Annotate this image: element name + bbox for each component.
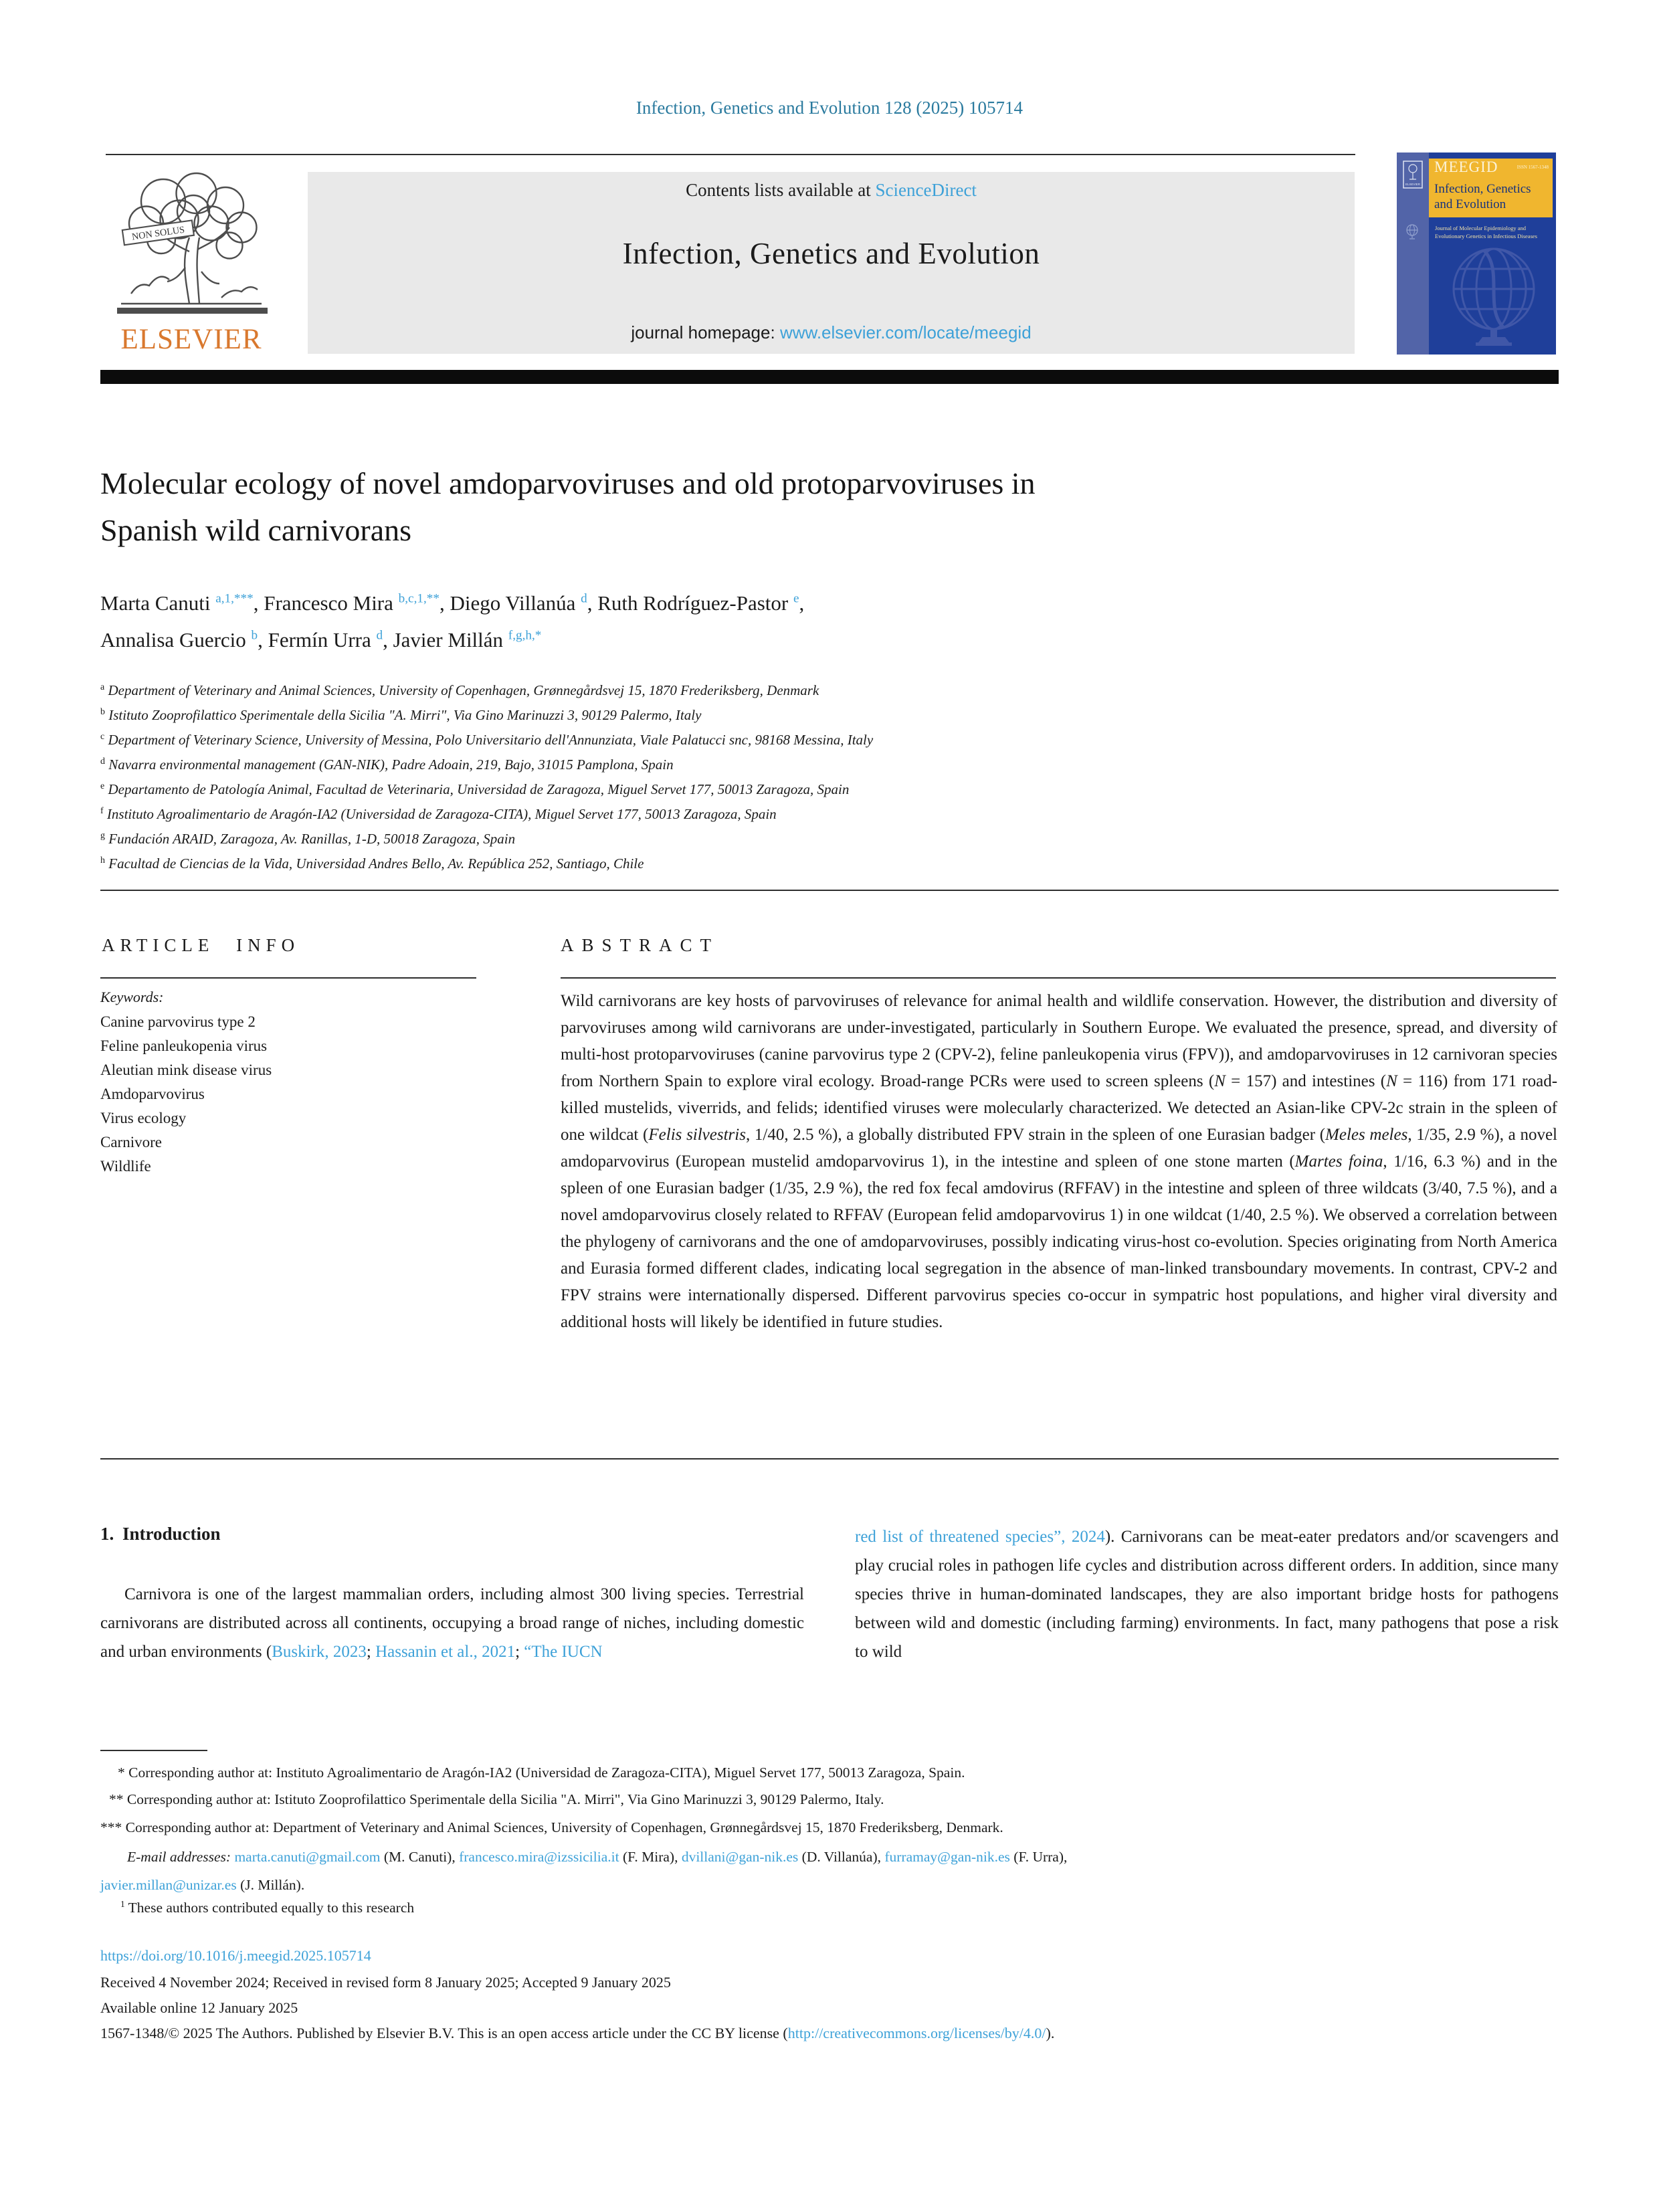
text-segment: , 1/35, 2.9 %), a novel amdoparvovirus (European mustelid amdoparvovirus 1), in the intestine and spleen of one stone marten ( bbox=[561, 1126, 1558, 1171]
text-segment: Martes foina bbox=[1294, 1152, 1383, 1171]
affiliation-b: $^b$ Istituto Zooprofilattico Sperimentale della Sicilia "A. Mirri", Via Gino Marinuzzi 3, 90129 Palermo, Italy bbox=[100, 707, 702, 723]
email-link[interactable]: dvillani@gan-nik.es bbox=[681, 1849, 799, 1865]
elsevier-logo bbox=[99, 171, 284, 356]
doi-link[interactable]: https://doi.org/10.1016/j.meegid.2025.105714 bbox=[100, 1947, 371, 1964]
text-segment: , Diego Villanúa bbox=[440, 591, 581, 615]
received-dates-line: Received 4 November 2024; Received in revised form 8 January 2025; Accepted 9 January 2025 bbox=[100, 1974, 671, 1991]
cover-meegid-text: MEEGID bbox=[1434, 159, 1498, 175]
non-solus-banner: NON SOLUS bbox=[131, 224, 186, 243]
keyword-item: Virus ecology bbox=[100, 1110, 187, 1126]
authors-line2 bbox=[100, 621, 1585, 658]
running-head-citation: Infection, Genetics and Evolution 128 (2025) 105714 bbox=[636, 98, 1023, 118]
text-segment: Felis silvestris bbox=[648, 1126, 746, 1144]
text-segment: ; bbox=[366, 1643, 376, 1661]
text-segment: (F. Mira), bbox=[619, 1849, 682, 1865]
article-title bbox=[100, 460, 1572, 554]
text-segment: , bbox=[799, 591, 805, 615]
text-segment: (F. Urra), bbox=[1009, 1849, 1068, 1865]
contents-lists-line bbox=[308, 180, 1355, 201]
text-segment: = 116) from 171 road-killed mustelids, viverrids, and felids; identified viruses were molecularly characterized. We detected an Asian-like CPV-2c strain in the spleen of one wildcat ( bbox=[561, 1072, 1558, 1144]
license-link[interactable]: http://creativecommons.org/licenses/by/4.0/ bbox=[787, 2025, 1046, 2041]
keywords-label: Keywords: bbox=[100, 989, 164, 1005]
text-segment: Wild carnivorans are key hosts of parvoviruses of relevance for animal health and wildlife conservation. However, the distribution and diversity of parvoviruses among wild carnivorans are under-investigated, particularly in Southern Europe. We evaluated the presence, spread, and diversity of multi-host protoparvoviruses (canine parvovirus type 2 (CPV-2), feline panleukopenia virus (FPV)), and amdoparvoviruses in 12 carnivoran species from Northern Spain to explore viral ecology. Broad-range PCRs were used to screen spleens ( bbox=[561, 992, 1557, 1090]
affiliation-e: $^e$ Departamento de Patología Animal, Facultad de Veterinaria, Universidad de Zaragoza, Miguel Servet 177, 50013 Zaragoza, Spain bbox=[100, 781, 850, 797]
keyword-item: Canine parvovirus type 2 bbox=[100, 1013, 256, 1030]
author-affil-link: b bbox=[251, 628, 258, 643]
article-title-line2: Spanish wild carnivorans bbox=[100, 513, 412, 547]
footnote-emails-line1 bbox=[100, 1849, 1592, 1866]
keyword-item: Feline panleukopenia virus bbox=[100, 1037, 268, 1054]
cover-side-strip bbox=[1397, 153, 1429, 355]
contents-lists-text: Contents lists available at bbox=[686, 180, 876, 200]
text-segment: , Ruth Rodríguez-Pastor bbox=[587, 591, 793, 615]
introduction-column-left bbox=[100, 1580, 804, 1666]
email-link[interactable]: francesco.mira@izssicilia.it bbox=[459, 1849, 619, 1865]
text-segment: (D. Villanúa), bbox=[798, 1849, 885, 1865]
text-segment: , Fermín Urra bbox=[258, 628, 377, 651]
abstract-text bbox=[561, 988, 1557, 1336]
text-segment: ; bbox=[515, 1643, 524, 1661]
footnote-emails-line2 bbox=[100, 1877, 1565, 1894]
affiliation-c: $^c$ Department of Veterinary Science, University of Messina, Polo Universitario dell'Annunziata, Viale Palatucci snc, 98168 Messina, Italy bbox=[100, 732, 874, 748]
affiliation-list bbox=[100, 678, 1572, 876]
footnote-corresponding-3: *** Corresponding author at: Department of Veterinary and Animal Sciences, University of Copenhagen, Grønnegårdsvej 15, 1870 Frederiksberg, Denmark. bbox=[100, 1819, 1003, 1835]
author-affil-link: d bbox=[376, 628, 383, 643]
journal-header-box bbox=[308, 172, 1355, 354]
text-segment: (M. Canuti), bbox=[380, 1849, 460, 1865]
email-link[interactable]: furramay@gan-nik.es bbox=[884, 1849, 1010, 1865]
text-segment: ). bbox=[1046, 2025, 1055, 2041]
cover-journal-title: Infection, Genetics and Evolution bbox=[1434, 182, 1531, 211]
text-segment: Marta Canuti bbox=[100, 591, 216, 615]
info-section-top-rule bbox=[100, 890, 1559, 891]
sciencedirect-link[interactable]: ScienceDirect bbox=[875, 180, 977, 200]
journal-homepage-line bbox=[308, 322, 1355, 343]
elsevier-tree-icon bbox=[99, 171, 284, 320]
abstract-rule bbox=[561, 977, 1556, 979]
cover-subtitle: Journal of Molecular Epidemiology and Evolutionary Genetics in Infectious Diseases bbox=[1435, 225, 1537, 239]
author-affil-link: b,c,1,** bbox=[398, 591, 440, 606]
author-list bbox=[100, 585, 1585, 658]
keyword-item: Amdoparvovirus bbox=[100, 1086, 205, 1102]
author-affil-link: d bbox=[581, 591, 587, 606]
available-online-line: Available online 12 January 2025 bbox=[100, 1999, 298, 2016]
text-segment: = 157) and intestines ( bbox=[1225, 1072, 1387, 1090]
citation-link[interactable]: Buskirk, 2023 bbox=[272, 1643, 367, 1661]
copyright-license-line bbox=[100, 2025, 1565, 2042]
article-title-line1: Molecular ecology of novel amdoparvoviruses and old protoparvoviruses in bbox=[100, 466, 1036, 500]
keyword-item: Carnivore bbox=[100, 1134, 162, 1150]
citation-link[interactable]: red list of threatened species”, 2024 bbox=[855, 1528, 1105, 1546]
affiliation-g: $^g$ Fundación ARAID, Zaragoza, Av. Ranillas, 1-D, 50018 Zaragoza, Spain bbox=[100, 831, 516, 847]
text-segment: Meles meles bbox=[1325, 1126, 1408, 1144]
text-segment: N bbox=[1386, 1072, 1397, 1090]
citation-link[interactable]: Hassanin et al., 2021 bbox=[375, 1643, 516, 1661]
author-affil-link: a,1,*** bbox=[215, 591, 254, 606]
affiliation-f: $^f$ Instituto Agroalimentario de Aragón-IA2 (Universidad de Zaragoza-CITA), Miguel Servet 177, 50013 Zaragoza, Spain bbox=[100, 806, 777, 822]
author-affil-link: e bbox=[793, 591, 799, 606]
cover-mini-elsevier-icon bbox=[1403, 161, 1423, 189]
text-segment: , 1/16, 6.3 %) and in the spleen of one Eurasian badger (1/35, 2.9 %), the red fox fecal amdovirus (RFFAV) in the intestine and spleen of three wildcats (3/40, 7.5 %), and a novel amdoparvovirus closely related to RFFAV (European felid amdoparvovirus 1) in one wildcat (1/40, 2.5 %). We observed a correlation between the phylogeny of carnivorans and the one of amdoparvoviruses, possibly indicating virus-host co-evolution. Species originating from North America and Eurasia formed different clades, indicating local segregation in the absence of man-linked transboundary movements. In contrast, CPV-2 and FPV strains were internationally dispersed. Different parvovirus species co-occur in sympatric host populations, and higher viral diversity and additional hosts will likely be identified in future studies. bbox=[561, 1152, 1558, 1331]
cover-masthead bbox=[1429, 159, 1553, 217]
text-segment: 1 bbox=[120, 1898, 125, 1909]
article-info-rule bbox=[100, 977, 476, 979]
footnote-equal-contribution bbox=[100, 1900, 1585, 1916]
journal-cover-thumbnail[interactable] bbox=[1397, 153, 1556, 355]
introduction-heading: 1. Introduction bbox=[100, 1524, 221, 1544]
text-segment: Annalisa Guercio bbox=[100, 628, 252, 651]
cover-issn-text: ISSN 1567-1348 bbox=[1517, 165, 1549, 170]
keyword-item: Wildlife bbox=[100, 1158, 151, 1175]
article-info-heading: ARTICLE INFO bbox=[102, 935, 300, 955]
text-segment: , Javier Millán bbox=[383, 628, 508, 651]
text-segment: (J. Millán). bbox=[236, 1877, 305, 1893]
affiliation-d: $^d$ Navarra environmental management (GAN-NIK), Padre Adoain, 219, Bajo, 31015 Pamplona, Spain bbox=[100, 757, 674, 773]
text-segment: E-mail addresses: bbox=[127, 1849, 231, 1865]
footnote-corresponding-2: ** Corresponding author at: Istituto Zooprofilattico Sperimentale della Sicilia "A. Mirri", Via Gino Marinuzzi 3, 90129 Palermo, Italy. bbox=[109, 1791, 884, 1807]
text-segment: ). Carnivorans can be meat-eater predators and/or scavengers and play crucial roles in pathogen life cycles and distribution across different orders. In addition, since many species thrive in human-dominated landscapes, they are also important bridge hosts for pathogens between wild and domestic (including farming) environments. In fact, many pathogens that pose a risk to wild bbox=[855, 1528, 1559, 1661]
author-affil-link: f,g,h,* bbox=[508, 628, 542, 643]
text-segment: These authors contributed equally to this research bbox=[124, 1900, 415, 1916]
authors-line1 bbox=[100, 585, 1585, 621]
cover-strip-globe-icon bbox=[1405, 223, 1420, 241]
journal-title: Infection, Genetics and Evolution bbox=[622, 237, 1040, 270]
header-divider-bar bbox=[100, 370, 1559, 384]
cover-globe-icon bbox=[1444, 243, 1544, 350]
abstract-bottom-rule bbox=[100, 1458, 1559, 1460]
affiliation-h: $^h$ Facultad de Ciencias de la Vida, Universidad Andres Bello, Av. República 252, Santiago, Chile bbox=[100, 856, 644, 872]
text-segment: 1567-1348/© 2025 The Authors. Published by Elsevier B.V. This is an open access article under the CC BY license ( bbox=[100, 2025, 788, 2041]
svg-text:ELSEVIER: ELSEVIER bbox=[1405, 183, 1421, 186]
homepage-label: journal homepage: bbox=[631, 322, 780, 342]
text-segment: , 1/40, 2.5 %), a globally distributed FPV strain in the spleen of one Eurasian badger ( bbox=[745, 1126, 1326, 1144]
header-top-rule bbox=[106, 154, 1355, 155]
footnote-rule bbox=[100, 1750, 207, 1751]
text-segment: , Francesco Mira bbox=[253, 591, 399, 615]
email-link[interactable]: javier.millan@unizar.es bbox=[100, 1877, 237, 1893]
affiliation-a: $^a$ Department of Veterinary and Animal Sciences, University of Copenhagen, Grønnegårdsvej 15, 1870 Frederiksberg, Denmark bbox=[100, 682, 819, 698]
elsevier-wordmark: ELSEVIER bbox=[120, 324, 262, 355]
keyword-item: Aleutian mink disease virus bbox=[100, 1062, 272, 1078]
email-link[interactable]: marta.canuti@gmail.com bbox=[234, 1849, 381, 1865]
introduction-column-right bbox=[855, 1522, 1559, 1666]
keyword-list bbox=[100, 1010, 272, 1179]
text-segment: Carnivora is one of the largest mammalian orders, including almost 300 living species. Terrestrial carnivorans are distributed across all continents, occupying a broad range of niches, including domestic and urban environments ( bbox=[100, 1585, 804, 1661]
homepage-link[interactable]: www.elsevier.com/locate/meegid bbox=[779, 322, 1032, 342]
text-segment: N bbox=[1214, 1072, 1226, 1090]
abstract-heading: ABSTRACT bbox=[561, 935, 720, 955]
footnote-corresponding-1: * Corresponding author at: Instituto Agroalimentario de Aragón-IA2 (Universidad de Zaragoza-CITA), Miguel Servet 177, 50013 Zaragoza, Spain. bbox=[118, 1765, 965, 1781]
citation-link[interactable]: “The IUCN bbox=[524, 1643, 603, 1661]
